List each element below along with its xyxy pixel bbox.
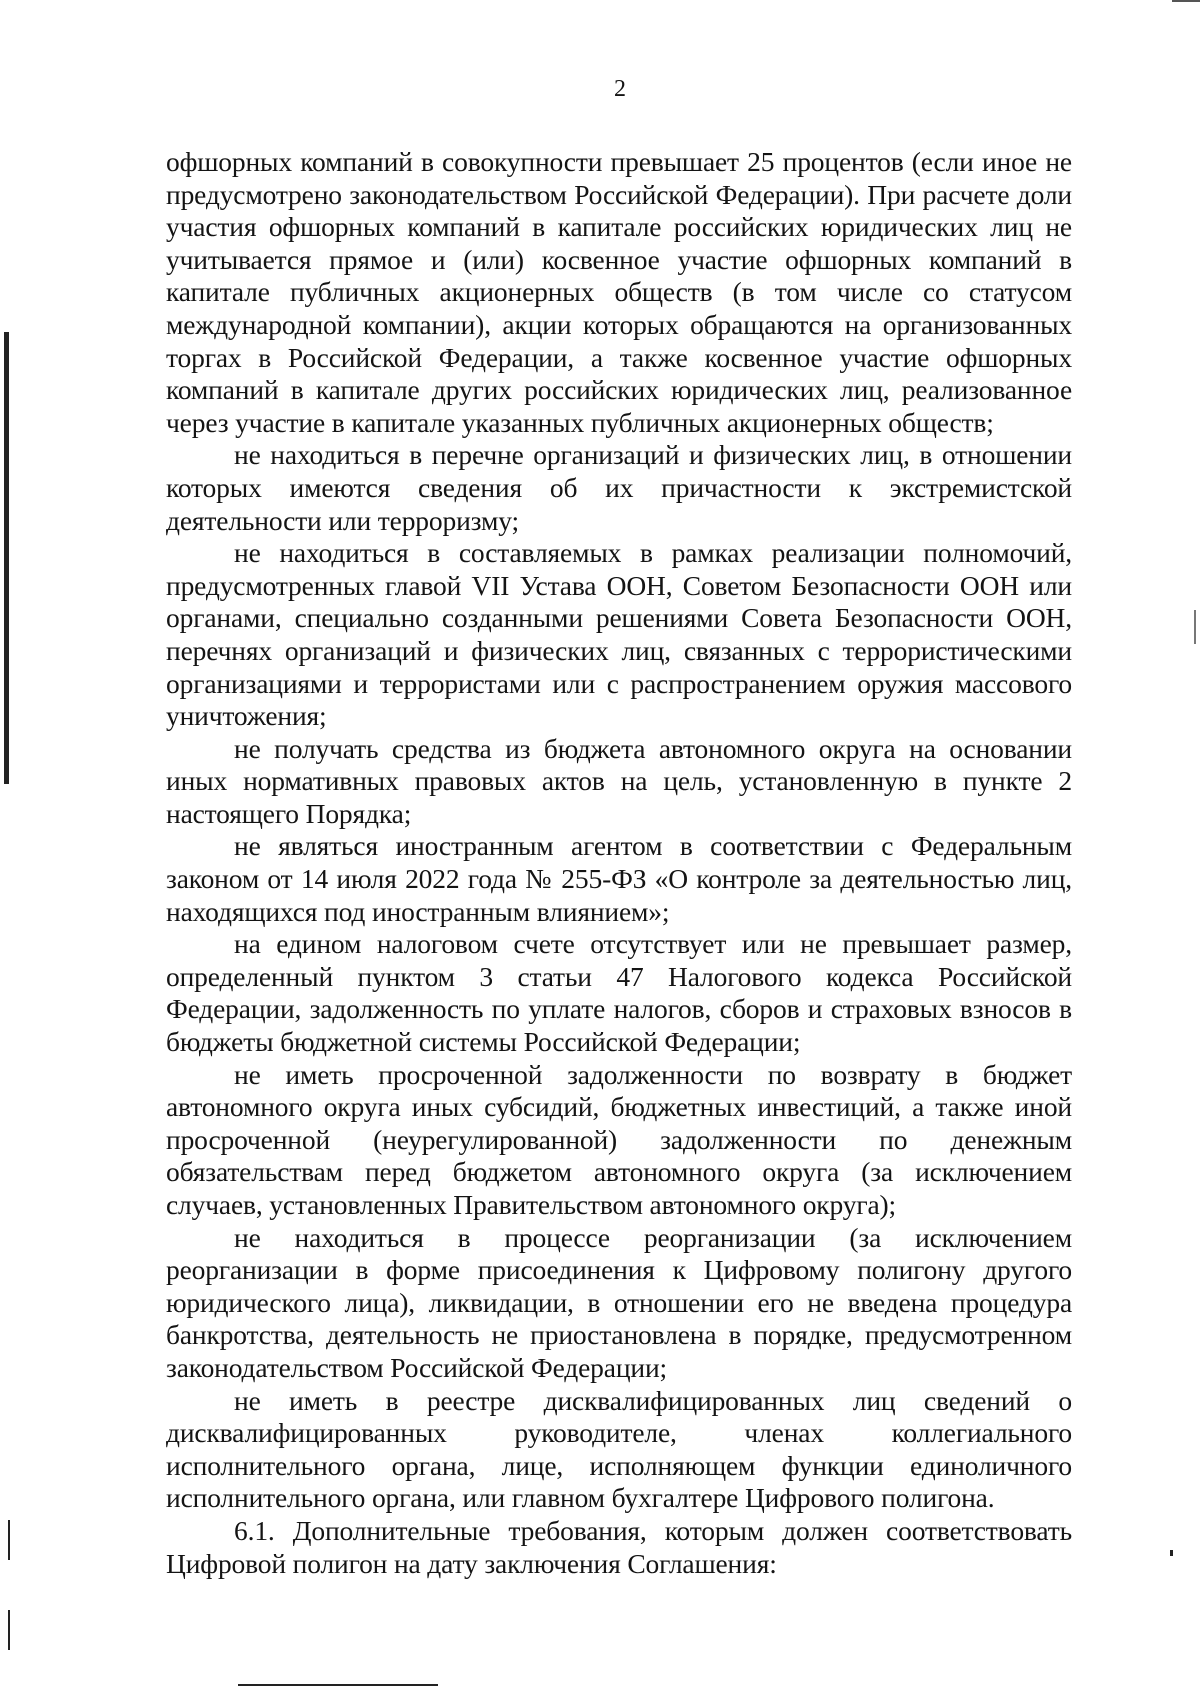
paragraph: офшорных компаний в совокупности превышает 25 процентов (если иное не предусмотрено законодательством Российской Федерации). При расчете доли участия офшорных компаний в капитале российских юридических лиц не учитывается прямое и (или) косвенное участие офшорных компаний в капитале публичных акционерных обществ (в том числе со статусом международной компании), акции которых обращаются на организованных торгах в Российской Федерации, а также косвенное участие офшорных компаний в капитале других российских юридических лиц, реализованное через участие в капитале указанных публичных акционерных обществ;	[166, 146, 1072, 438]
scan-artifact	[1170, 1550, 1173, 1556]
paragraph: не иметь в реестре дисквалифицированных лиц сведений о дисквалифицированных руководителе, членах коллегиального исполнительного органа, лице, исполняющем функции единоличного исполнительного органа, или главном бухгалтере Цифрового полигона.	[166, 1384, 1072, 1514]
paragraph: на едином налоговом счете отсутствует или не превышает размер, определенный пунктом 3 статьи 47 Налогового кодекса Российской Федерации, задолженность по уплате налогов, сборов и страховых взносов в бюджеты бюджетной системы Российской Федерации;	[166, 928, 1072, 1058]
page-number: 2	[614, 76, 626, 102]
paragraph: не находиться в процессе реорганизации (за исключением реорганизации в форме присоединения к Цифровому полигону другого юридического лица), ликвидации, в отношении его не введена процедура банкротства, деятельность не приостановлена в порядке, предусмотренном законодательством Российской Федерации;	[166, 1221, 1072, 1383]
scan-artifact	[1172, 0, 1200, 2]
document-body	[166, 146, 1072, 1580]
scan-artifact	[8, 1610, 10, 1650]
bottom-divider	[238, 1684, 438, 1686]
paragraph: не получать средства из бюджета автономного округа на основании иных нормативных правовых актов на цель, установленную в пункте 2 настоящего Порядка;	[166, 732, 1072, 829]
scan-artifact	[1194, 610, 1196, 644]
paragraph-section-6-1: 6.1. Дополнительные требования, которым должен соответствовать Цифровой полигон на дату заключения Соглашения:	[166, 1514, 1072, 1579]
paragraph: не находиться в составляемых в рамках реализации полномочий, предусмотренных главой VII Устава ООН, Советом Безопасности ООН или органами, специально созданными решениями Совета Безопасности ООН, перечнях организаций и физических лиц, связанных с террористическими организациями и террористами или с распространением оружия массового уничтожения;	[166, 537, 1072, 732]
scan-artifact	[8, 1520, 10, 1560]
paragraph: не являться иностранным агентом в соответствии с Федеральным законом от 14 июля 2022 года № 255-ФЗ «О контроле за деятельностью лиц, находящихся под иностранным влиянием»;	[166, 830, 1072, 927]
paragraph: не иметь просроченной задолженности по возврату в бюджет автономного округа иных субсидий, бюджетных инвестиций, а также иной просроченной (неурегулированной) задолженности по денежным обязательствам перед бюджетом автономного округа (за исключением случаев, установленных Правительством автономного округа);	[166, 1058, 1072, 1220]
scan-artifact	[4, 332, 9, 784]
paragraph: не находиться в перечне организаций и физических лиц, в отношении которых имеются сведения об их причастности к экстремистской деятельности или терроризму;	[166, 439, 1072, 536]
